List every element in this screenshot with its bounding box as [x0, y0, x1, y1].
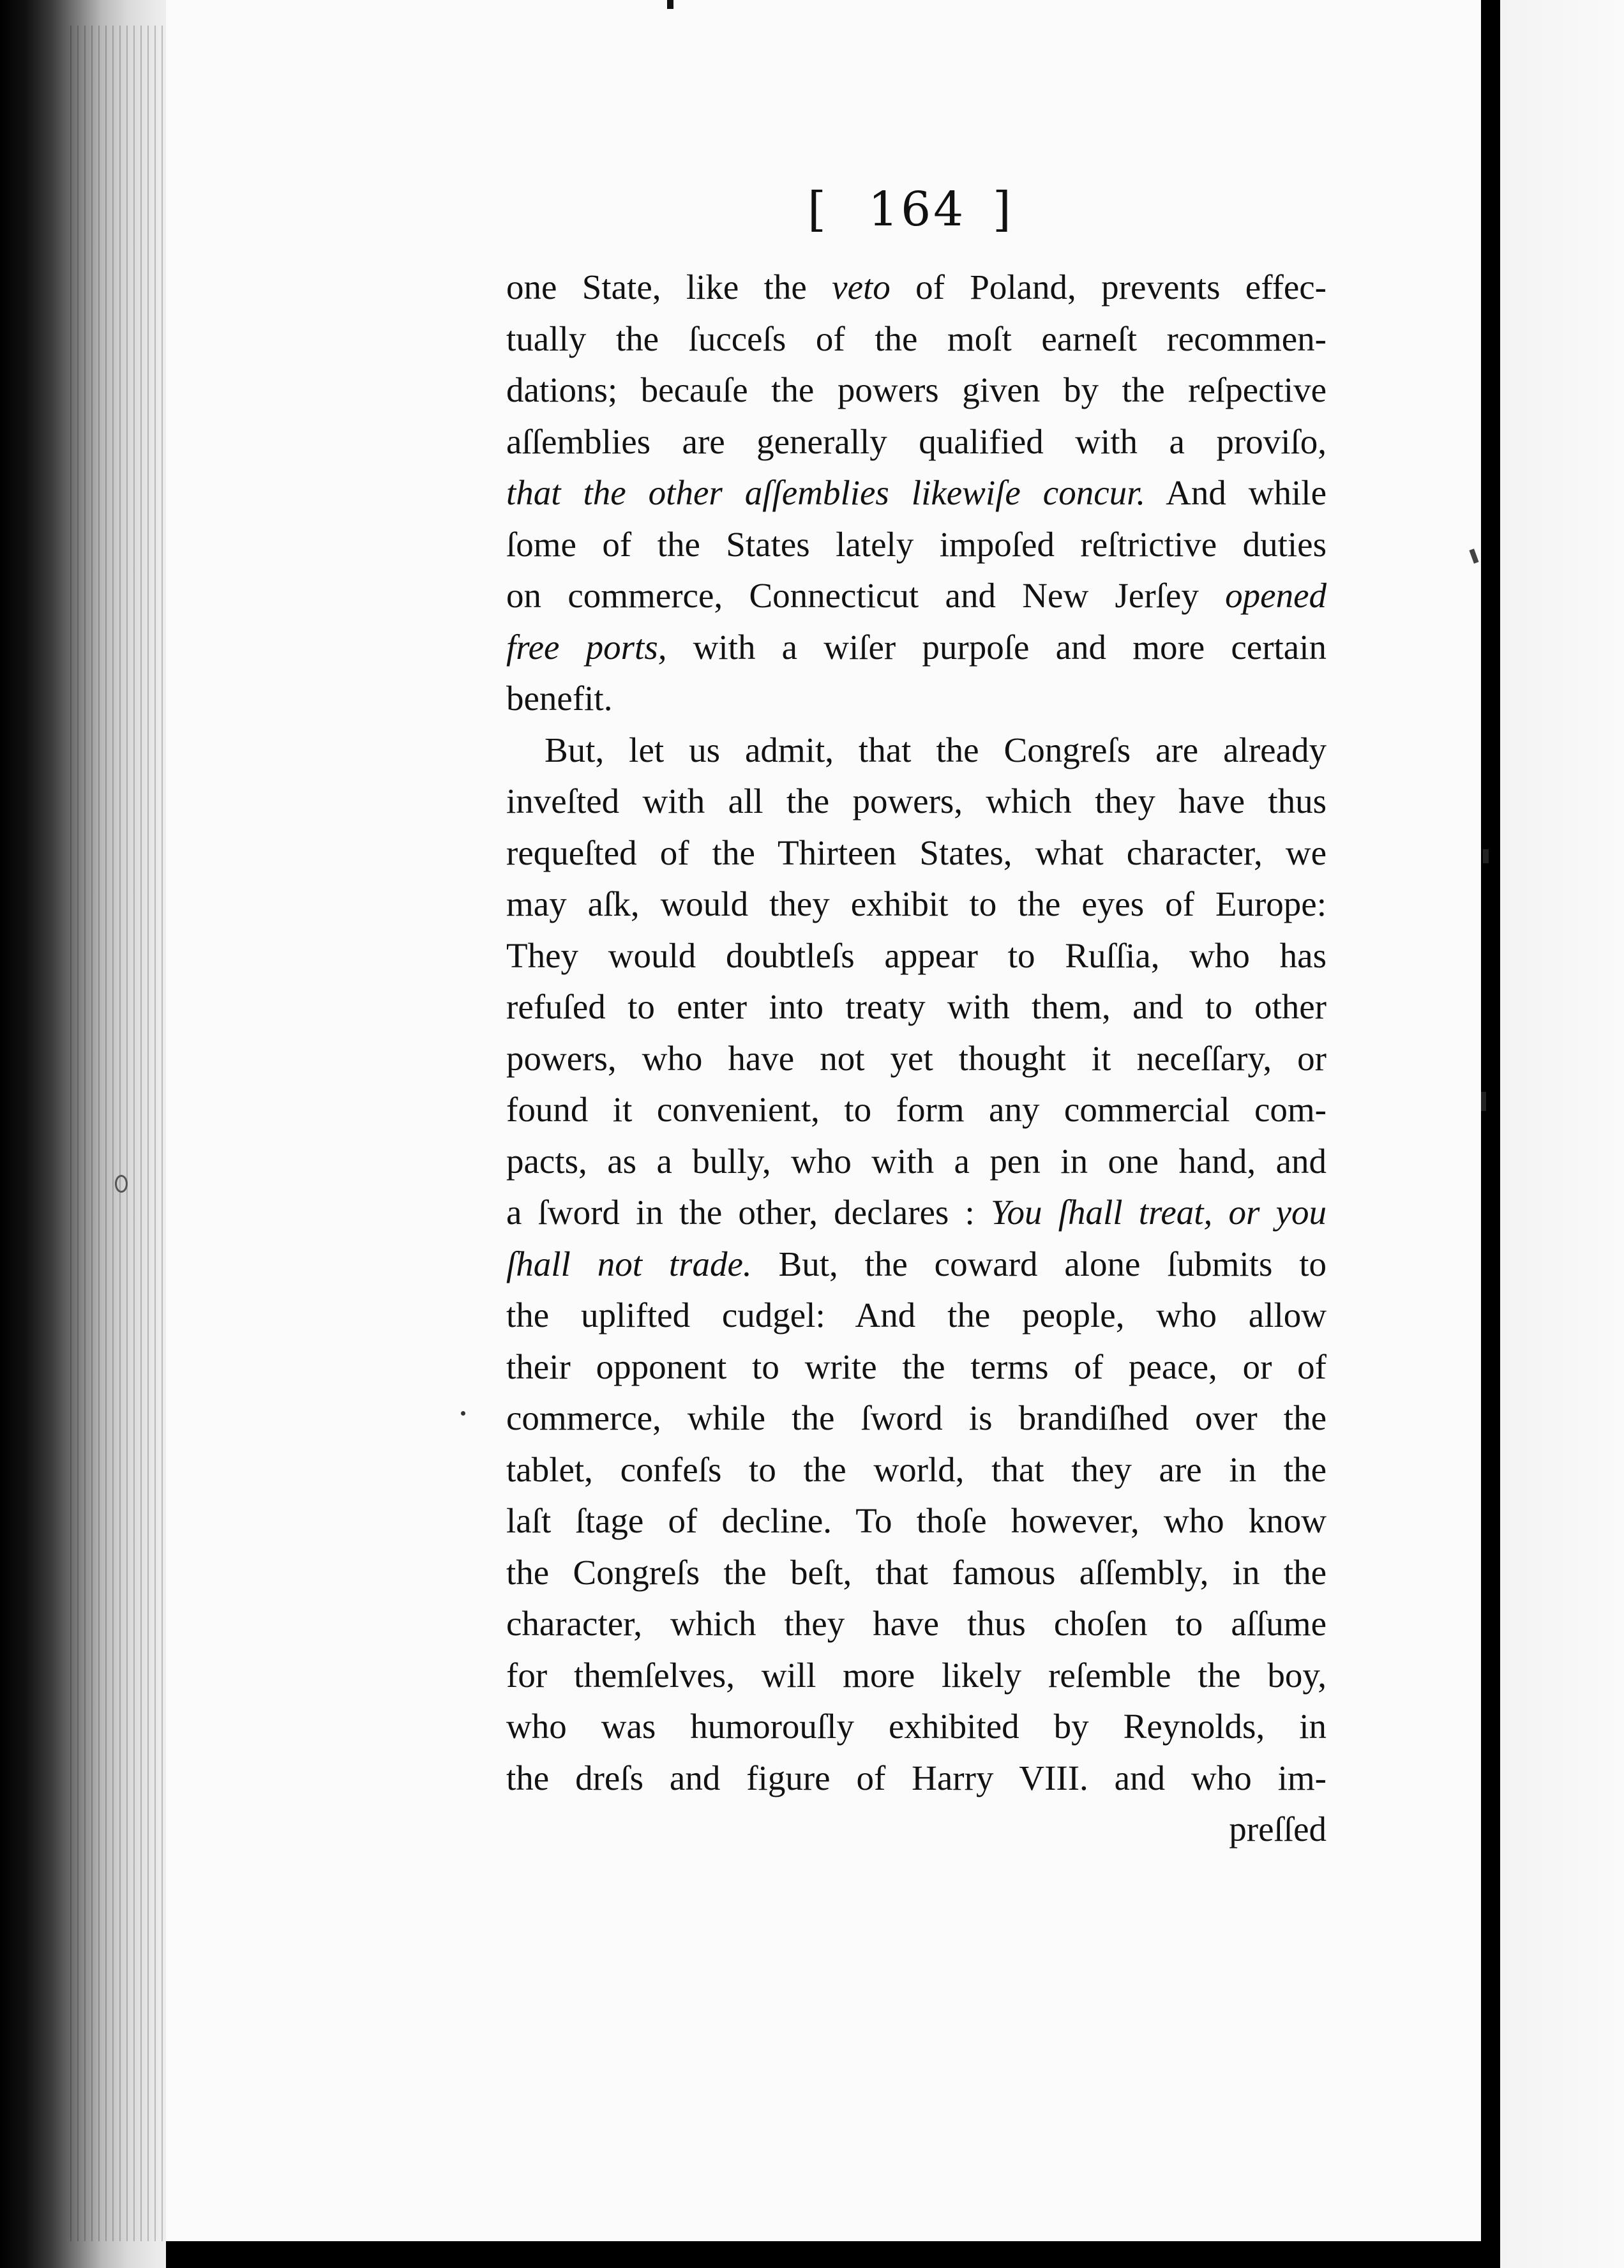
facing-page-edge — [1500, 0, 1624, 2268]
text-line: free ports, with a wiſer purpoſe and more certain — [506, 627, 1327, 667]
text-line: on commerce, Connecticut and New Jerſey opened — [506, 576, 1327, 615]
text-line: the uplifted cudgel: And the people, who allow — [506, 1296, 1327, 1334]
text-line: dations; becauſe the powers given by the reſpective — [506, 370, 1327, 409]
paragraph-start-line: But, let us admit, that the Congreſs are already — [545, 730, 1327, 769]
bracket-close: ] — [993, 182, 1011, 237]
text-line: their opponent to write the terms of peace, or of — [506, 1347, 1327, 1386]
speck-mark — [1483, 849, 1489, 863]
text-line: commerce, while the ſword is brandiſhed over the — [506, 1398, 1327, 1437]
text-line: ſome of the States lately impoſed reſtrictive duties — [506, 524, 1327, 564]
bracket-open: [ — [808, 182, 826, 237]
text-line: may aſk, would they exhibit to the eyes of Europe: — [506, 884, 1327, 923]
text-line: tually the ſucceſs of the moſt earneſt recommen- — [506, 319, 1327, 358]
text-line: the dreſs and figure of Harry VIII. and who im- — [506, 1758, 1327, 1797]
text-line: found it convenient, to form any commercial com- — [506, 1090, 1327, 1129]
text-line: tablet, confeſs to the world, that they are in the — [506, 1449, 1327, 1489]
text-line: the Congreſs the beſt, that famous aſſembly, in the — [506, 1552, 1327, 1592]
text-line: ſhall not trade. But, the coward alone ſubmits to — [506, 1244, 1327, 1283]
left-page-gutter — [0, 0, 192, 2268]
text-line: that the other aſſemblies likewiſe concur. And while — [506, 473, 1327, 512]
page-edge-shadow — [1481, 0, 1500, 2268]
text-line: powers, who have not yet thought it neceſſary, or — [506, 1038, 1327, 1078]
text-line: aſſemblies are generally qualified with a proviſo, — [506, 421, 1327, 461]
running-header — [166, 182, 1481, 252]
speck-mark — [667, 0, 673, 9]
text-line: requeſted of the Thirteen States, what character, we — [506, 833, 1327, 872]
text-line: one State, like the veto of Poland, prevents effec- — [506, 268, 1327, 306]
text-line: They would doubtleſs appear to Ruſſia, who has — [506, 935, 1327, 975]
speck-mark — [461, 1411, 465, 1416]
text-line: laſt ſtage of decline. To thoſe however, who know — [506, 1501, 1327, 1540]
text-line: a ſword in the other, declares : You ſhall treat, or you — [506, 1193, 1327, 1232]
body-text — [506, 262, 1327, 1856]
speck-mark — [1481, 1092, 1486, 1111]
page-number: 164 — [868, 182, 966, 237]
text-line: who was humorouſly exhibited by Reynolds, in — [506, 1707, 1327, 1746]
text-line: pacts, as a bully, who with a pen in one hand, and — [506, 1141, 1327, 1181]
text-line: for themſelves, will more likely reſemble the boy, — [506, 1655, 1327, 1695]
text-line: benefit. — [506, 679, 613, 718]
bottom-edge-shadow — [166, 2241, 1481, 2268]
text-line: refuſed to enter into treaty with them, and to other — [506, 987, 1327, 1026]
gutter-shading — [70, 26, 166, 2241]
text-line: character, which they have thus choſen to aſſume — [506, 1604, 1327, 1643]
text-line: inveſted with all the powers, which they have thus — [506, 782, 1327, 820]
catchword: preſſed — [1229, 1810, 1327, 1848]
speck-mark — [115, 1175, 128, 1193]
